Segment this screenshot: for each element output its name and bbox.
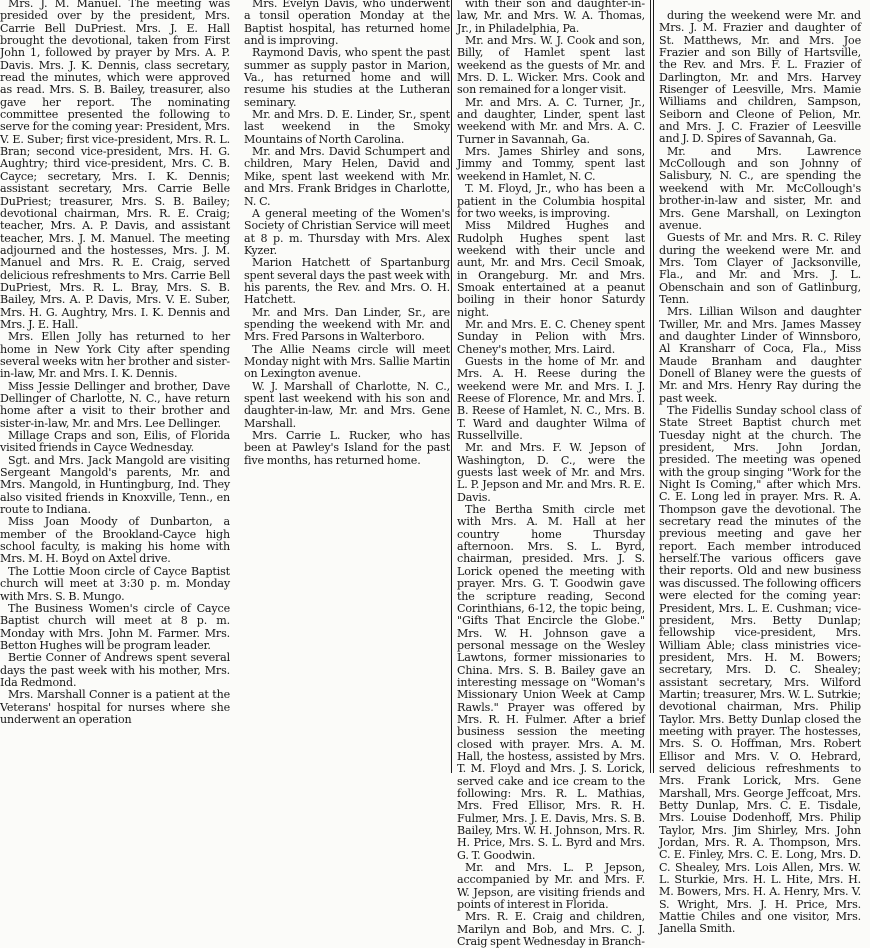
news-paragraph: T. M. Floyd, Jr., who has been a patient in the Columbia hospital for two weeks, is improving. — [457, 182, 645, 220]
news-paragraph: Mr. and Mrs. A. C. Turner, Jr., and daughter, Linder, spent last weekend with Mr. and Mrs. A. C. Turner in Savannah, Ga. — [457, 95, 645, 146]
news-paragraph: The Fidellis Sunday school class of State Street Baptist church met Tuesday night at the church. The president, Mrs. John Jordan, presided. The meeting was opened with the group singing "Work for the Night Is Coming," after which Mrs. C. E. Long led in prayer. Mrs. R. A. Thompson gave the devotional. The secretary read the minutes of the previous meeting and gave her report. Each member introduced herself.The various officers gave their reports. Old and new business was discussed. The following officers were elected for the coming year: President, Mrs. L. E. Cushman; vice-president, Mrs. Betty Dunlap; fellowship vice-president, Mrs. William Able; class ministries vice-president, Mrs. H. M. Bowers; secretary, Mrs. D. C. Shealey; assistant secretary, Mrs. Wilford Martin; treasurer, Mrs. W. L. Sutrkie; devotional chairman, Mrs. Philip Taylor. Mrs. Betty Dunlap closed the meeting with prayer. The hostesses, Mrs. S. O. Hoffman, Mrs. Robert Ellisor and Mrs. V. O. Hebrard, served delicious refreshments to Mrs. Frank Lorick, Mrs. Gene Marshall, Mrs. George Jeffcoat, Mrs. Betty Dunlap, Mrs. C. E. Tisdale, Mrs. Louise Dodenhoff, Mrs. Philip Taylor, Mrs. Jim Shirley, Mrs. John Jordan, Mrs. R. A. Thompson, Mrs. C. E. Finley, Mrs. C. E. Long, Mrs. D. C. Shealey, Mrs. Lois Allen, Mrs. W. L. Sturkie, Mrs. H. L. Hite, Mrs. H. M. Bowers, Mrs. H. A. Henry, Mrs. V. S. Wright, Mrs. J. H. Price, Mrs. Mattie Chiles and one visitor, Mrs. Janella Smith. — [659, 404, 861, 936]
news-paragraph: Mrs. James Shirley and sons, Jimmy and Tommy, spent last weekend in Hamlet, N. C. — [457, 145, 645, 183]
news-paragraph: Guests of Mr. and Mrs. R. C. Riley during the weekend were Mr. and Mrs. Tom Clayer of Jacksonville, Fla., and Mr. and Mrs. J. L. Obenschain and son of Gatlinburg, Tenn. — [659, 231, 861, 306]
news-paragraph: Marion Hatchett of Spartanburg spent several days the past week with his parents, the Rev. and Mrs. O. H. Hatchett. — [244, 256, 450, 307]
column-1 — [0, 0, 230, 771]
news-paragraph: The Allie Neams circle will meet Monday night with Mrs. Sallie Martin on Lexington avenue. — [244, 342, 450, 381]
news-paragraph: during the weekend were Mr. and Mrs. J. M. Frazier and daughter of St. Matthews, Mr. and Mrs. Joe Frazier and son Billy of Hartsville, the Rev. and Mrs. F. L. Frazier of Darlington, Mr. and Mrs. Harvey Risenger of Leesville, Mrs. Mamie Williams and children, Sampson, Seiborn and Cleone of Pelion, Mr. and Mrs. J. C. Frazier of Leesville and J. D. Spires of Savannah, Ga. — [659, 9, 861, 146]
news-paragraph: Mr. and Mrs. Dan Linder, Sr., are spending the weekend with Mr. and Mrs. Fred Parsons in Walterboro. — [244, 305, 450, 344]
column-rule — [650, 0, 651, 773]
news-paragraph: The Lottie Moon circle of Cayce Baptist church will meet at 3:30 p. m. Monday with Mrs. S. B. Mungo. — [0, 564, 230, 603]
news-paragraph: Mrs. Marshall Conner is a patient at the Veterans' hospital for nurses where she underwent an operation — [0, 688, 230, 726]
news-paragraph: Mrs. R. E. Craig and children, Marilyn and Bob, and Mrs. C. J. Craig spent Wednesday in Branch- — [457, 910, 645, 948]
news-paragraph: Miss Mildred Hughes and Rudolph Hughes spent last weekend with their uncle and aunt, Mr. and Mrs. Cecil Smoak, in Orangeburg. Mr. and Mrs. Smoak entertained at a peanut boiling in their honor Saturdy night. — [457, 219, 645, 319]
news-paragraph: Mr. and Mrs. W. J. Cook and son, Billy, of Hamlet spent last weekend as the guests of Mr. and Mrs. D. L. Wicker. Mrs. Cook and son remained for a longer visit. — [457, 34, 645, 97]
news-paragraph: W. J. Marshall of Charlotte, N. C., spent last weekend with his son and daughter-in-law, Mr. and Mrs. Gene Marshall. — [244, 379, 450, 430]
news-paragraph: Mr. and Mrs. D. E. Linder, Sr., spent last weekend in the Smoky Mountains of North Carolina. — [244, 108, 450, 146]
news-paragraph: Mr. and Mrs. L. P. Jepson, accompanied by Mr. and Mrs. F. W. Jepson, are visiting friends and points of interest in Florida. — [457, 861, 645, 912]
column-rule — [653, 0, 654, 773]
news-paragraph: Mr. and Mrs. Lawrence McCollough and son Johnny of Salisbury, N. C., are spending the weekend with Mr. McCollough's brother-in-law and sister, Mr. and Mrs. Gene Marshall, on Lexington avenue. — [659, 144, 861, 232]
column-4 — [659, 9, 861, 936]
news-paragraph: A general meeting of the Women's Society of Christian Service will meet at 8 p. m. Thursday with Mrs. Alex Kyzer. — [244, 206, 450, 257]
news-paragraph: Mr. and Mrs. David Schumpert and children, Mary Helen, David and Mike, spent last weekend with Mr. and Mrs. Frank Bridges in Charlotte, N. C. — [244, 145, 450, 208]
news-paragraph: The Bertha Smith circle met with Mrs. A. M. Hall at her country home Thursday afternoon. Mrs. S. L. Byrd, chairman, presided. Mrs. J. S. Lorick opened the meeting with prayer. Mrs. G. T. Goodwin gave the scripture reading, Second Corinthians, 6-12, the topic being, "Gifts That Encircle the Globe." Mrs. W. H. Johnson gave a personal message on the Wesley Lawtons, former missionaries to China. Mrs. S. B. Bailey gave an interesting message on "Woman's Missionary Union Week at Camp Rawls." Prayer was offered by Mrs. R. H. Fulmer. After a brief business session the meeting closed with prayer. Mrs. A. M. Hall, the hostess, assisted by Mrs. T. M. Floyd and Mrs. J. S. Lorick, served cake and ice cream to the following: Mrs. R. L. Mathias, Mrs. Fred Ellisor, Mrs. R. H. Fulmer, Mrs. J. E. Davis, Mrs. S. B. Bailey, Mrs. W. H. Johnson, Mrs. R. H. Price, Mrs. S. L. Byrd and Mrs. G. T. Goodwin. — [457, 503, 645, 862]
news-paragraph: Bertie Conner of Andrews spent several days the past week with his mother, Mrs. Ida Redmond. — [0, 651, 230, 689]
column-2 — [244, 0, 450, 467]
news-paragraph: Sgt. and Mrs. Jack Mangold are visiting Sergeant Mangold's parents, Mr. and Mrs. Mangold, in Huntingburg, Ind. They also visited friends in Knoxville, Tenn., en route to Indiana. — [0, 453, 230, 517]
news-paragraph: with their son and daughter-in-law, Mr. and Mrs. W. A. Thomas, Jr., in Philadelphia, Pa. — [457, 0, 645, 35]
news-paragraph: Guests in the home of Mr. and Mrs. A. H. Reese during the weekend were Mr. and Mrs. I. J. Reese of Florence, Mr. and Mrs. I. B. Reese of Hamlet, N. C., Mrs. B. T. Ward and daughter Wilma of Russellville. — [457, 354, 645, 443]
news-paragraph: Mr. and Mrs. F. W. Jepson of Washington, D. C., were the guests last week of Mr. and Mrs. L. P. Jepson and Mr. and Mrs. R. E. Davis. — [457, 441, 645, 504]
news-paragraph: Mrs. Lillian Wilson and daughter Twiller, Mr. and Mrs. James Massey and daughter Linder of Winnsboro, Al Kransharr of Coca, Fla., Miss Maude Branham and daughter Donell of Blaney were the guests of Mr. and Mrs. Henry Ray during the past week. — [659, 305, 861, 405]
news-paragraph: Miss Joan Moody of Dunbarton, a member of the Brookland-Cayce high school faculty, is making his home with Mrs. M. H. Boyd on Axtel drive. — [0, 515, 230, 566]
news-paragraph: Miss Jessie Dellinger and brother, Dave Dellinger of Charlotte, N. C., have return home after a visit to their brother and sister-in-law, Mr. and Mrs. Lee Dellinger. — [0, 379, 230, 430]
news-paragraph: Mrs. Carrie L. Rucker, who has been at Pawley's Island for the past five months, has returned home. — [244, 429, 450, 467]
news-paragraph: Mrs. Evelyn Davis, who underwent a tonsil operation Monday at the Baptist hospital, has returned home and is improving. — [244, 0, 450, 48]
news-paragraph: Mrs. Ellen Jolly has returned to her home in New York City after spending several weeks witn her brother and sister-in-law, Mr. and Mrs. I. K. Dennis. — [0, 330, 230, 381]
news-paragraph: Mr. and Mrs. E. C. Cheney spent Sunday in Pelion with Mrs. Cheney's mother, Mrs. Laird. — [457, 317, 645, 356]
news-paragraph: Mrs. J. M. Manuel. The meeting was presided over by the president, Mrs. Carrie Bell DuPriest. Mrs. J. E. Hall brought the devotional, taken from First John 1, followed by prayer by Mrs. A. P. Davis. Mrs. J. K. Dennis, class secretary, read the minutes, which were approved as read. Mrs. S. B. Bailey, treasurer, also gave her report. The nominating committee presented the following to serve for the coming year: President, Mrs. V. E. Suber; first vice-president, Mrs. R. L. Bran; second vice-president, Mrs. H. G. Aughtry; third vice-president, Mrs. C. B. Cayce; secretary, Mrs. I. K. Dennis; assistant secretary, Mrs. Carrie Belle DuPriest; treasurer, Mrs. S. B. Bailey; devotional chairman, Mrs. R. E. Craig; teacher, Mrs. A. P. Davis, and assistant teacher, Mrs. J. M. Manuel. The meeting adjourned and the hostesses, Mrs. J. M. Manuel and Mrs. R. E. Craig, served delicious refreshments to Mrs. Carrie Bell DuPriest, Mrs. R. L. Bray, Mrs. S. B. Bailey, Mrs. A. P. Davis, Mrs. V. E. Suber, Mrs. H. G. Aughtry, Mrs. I. K. Dennis and Mrs. J. E. Hall. — [0, 0, 230, 331]
column-3 — [457, 0, 645, 948]
news-paragraph: Millage Craps and son, Eilis, of Florida visited friends in Cayce Wednesday. — [0, 429, 230, 455]
news-paragraph: Raymond Davis, who spent the past summer as supply pastor in Marion, Va., has returned home and will resume his studies at the Lutheran seminary. — [244, 46, 450, 109]
news-paragraph: The Business Women's circle of Cayce Baptist church will meet at 8 p. m. Monday with Mrs. John M. Farmer. Mrs. Betton Hughes will be program leader. — [0, 601, 230, 652]
column-rule — [451, 0, 452, 773]
